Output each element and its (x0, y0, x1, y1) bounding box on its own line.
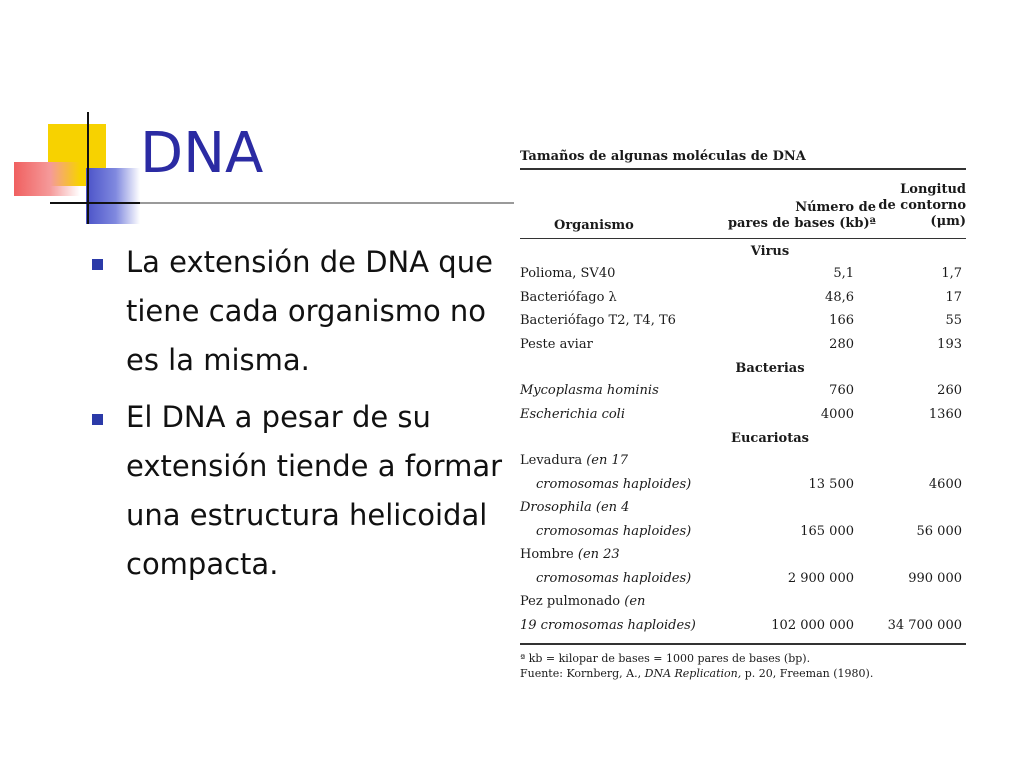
table-row (514, 473, 966, 497)
cell-longitud: 56 000 (916, 523, 962, 539)
cell-longitud: 17 (945, 289, 962, 305)
organism-note: (en 23 (577, 547, 620, 562)
cell-organismo: Peste aviar (520, 336, 593, 352)
cell-pares-bases: 760 (829, 383, 854, 398)
cell-longitud: 193 (937, 336, 962, 352)
dna-size-table (514, 146, 966, 681)
square-bullet-icon (92, 259, 103, 270)
cell-longitud: 34 700 000 (887, 617, 962, 633)
square-bullet-icon (92, 414, 103, 425)
header-organismo: Organismo (554, 218, 634, 233)
table-row (514, 333, 966, 357)
decor-red-square (14, 162, 80, 196)
organism-name: Pez pulmonado (520, 594, 621, 609)
cell-pares-bases: 48,6 (825, 289, 854, 305)
table-row (514, 403, 966, 427)
table-footnotes (520, 651, 966, 681)
cell-longitud: 990 000 (908, 570, 962, 586)
organism-name: Drosophila (520, 500, 592, 515)
table-row (514, 262, 966, 286)
cell-longitud: 55 (945, 313, 962, 328)
footnote-kb: ª kb = kilopar de bases = 1000 pares de bases (bp). (520, 652, 811, 665)
decor-blue-square (86, 168, 140, 224)
table-header (514, 170, 966, 238)
header-pares-bases (686, 200, 876, 232)
decor-vertical-line (87, 112, 89, 224)
decor-horizontal-line-dark (50, 202, 140, 204)
source-author: Fuente: Kornberg, A., (520, 667, 642, 680)
table-row (514, 379, 966, 403)
cell-pares-bases: 102 000 000 (771, 617, 854, 633)
slide-title: DNA (140, 121, 264, 186)
cell-organismo-cont: cromosomas haploides) (536, 570, 692, 586)
cell-organismo-cont: cromosomas haploides) (536, 476, 692, 492)
cell-longitud: 4600 (928, 476, 962, 492)
cell-pares-bases: 166 (829, 313, 854, 328)
bullet-list (92, 238, 512, 597)
source-book: DNA Replication, (644, 667, 742, 680)
cell-organismo: Polioma, SV40 (520, 266, 616, 281)
cell-pares-bases: 165 000 (800, 523, 854, 539)
cell-pares-bases: 4000 (820, 406, 854, 422)
section-virus: Virus (750, 244, 790, 259)
cell-organismo: Mycoplasma hominis (520, 383, 659, 398)
bullet-item (92, 393, 512, 589)
cell-organismo (520, 543, 620, 567)
table-row (514, 543, 966, 567)
table-row (514, 590, 966, 614)
table-row (514, 567, 966, 591)
cell-pares-bases: 13 500 (808, 476, 854, 492)
bullet-text: La extensión de DNA que tiene cada organismo no es la misma. (126, 245, 493, 377)
table-row (514, 449, 966, 473)
organism-note: (en (624, 594, 646, 609)
header-bp-line2: pares de bases (kb)ª (727, 216, 876, 231)
cell-pares-bases: 280 (829, 336, 854, 352)
cell-pares-bases: 5,1 (833, 266, 854, 281)
cell-organismo: Escherichia coli (520, 406, 625, 422)
cell-organismo: Bacteriófago T2, T4, T6 (520, 313, 676, 328)
organism-note: (en 17 (586, 453, 629, 468)
footnote-source (520, 666, 966, 681)
header-len-line1: Longitud (900, 182, 966, 197)
table-title: Tamaños de algunas moléculas de DNA (520, 149, 806, 164)
table-row (514, 496, 966, 520)
organism-note: (en 4 (595, 500, 630, 515)
organism-name: Hombre (520, 547, 574, 562)
section-bacterias: Bacterias (735, 361, 805, 376)
cell-longitud: 1,7 (941, 266, 962, 281)
cell-longitud: 260 (937, 383, 962, 398)
bullet-text: El DNA a pesar de su extensión tiende a formar una estructura helicoidal compacta. (126, 400, 503, 581)
cell-longitud: 1360 (928, 406, 962, 422)
header-bp-line1: Número de (795, 200, 876, 215)
cell-organismo-cont: cromosomas haploides) (536, 523, 692, 539)
cell-pares-bases: 2 900 000 (787, 570, 854, 586)
cell-organismo-cont: 19 cromosomas haploides) (520, 617, 696, 633)
table-rule (520, 643, 966, 645)
organism-name: Levadura (520, 453, 583, 468)
header-longitud (856, 182, 966, 230)
bullet-item (92, 238, 512, 385)
section-eucariotas: Eucariotas (731, 431, 809, 446)
cell-organismo: Bacteriófago λ (520, 289, 617, 305)
table-row (514, 286, 966, 310)
table-row (514, 520, 966, 544)
source-details: p. 20, Freeman (1980). (744, 667, 874, 680)
header-len-line3: (μm) (930, 214, 966, 229)
table-row (514, 309, 966, 333)
cell-organismo (520, 449, 628, 473)
cell-organismo (520, 496, 629, 520)
table-row (514, 614, 966, 638)
cell-organismo (520, 590, 645, 614)
header-len-line2: de contorno (878, 198, 966, 213)
